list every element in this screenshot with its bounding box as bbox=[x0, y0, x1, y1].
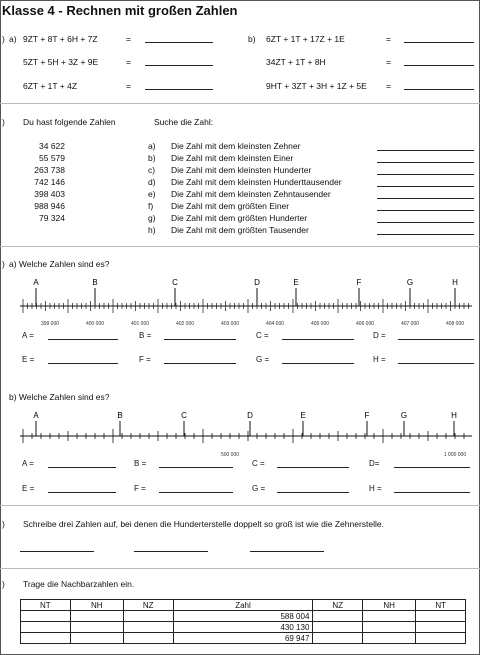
task1-expr: 9ZT + 8T + 6H + 7Z bbox=[23, 34, 98, 44]
section-divider bbox=[0, 246, 480, 247]
tick-label: 500 000 bbox=[220, 452, 240, 458]
task3-a-question: a) Welche Zahlen sind es? bbox=[9, 259, 110, 269]
answer-line[interactable] bbox=[134, 551, 208, 552]
task5-number: ) bbox=[2, 579, 5, 589]
task4-text: Schreibe drei Zahlen auf, bei denen die Hunderterstelle doppelt so groß ist wie die Zehnerstelle. bbox=[23, 519, 384, 529]
answer-line[interactable] bbox=[377, 150, 474, 151]
section-divider bbox=[0, 103, 480, 104]
task5-text: Trage die Nachbarzahlen ein. bbox=[23, 579, 135, 589]
input-cell[interactable] bbox=[362, 622, 415, 633]
answer-label-f: F = bbox=[139, 355, 151, 364]
task1-a-label: a) bbox=[9, 34, 17, 44]
tick-label: 407 000 bbox=[400, 321, 420, 327]
neighbor-table bbox=[20, 599, 466, 644]
input-cell[interactable] bbox=[313, 611, 363, 622]
item-text: Die Zahl mit dem größten Tausender bbox=[171, 225, 309, 235]
answer-line[interactable] bbox=[398, 339, 474, 340]
item-letter: e) bbox=[148, 189, 156, 199]
task1-expr: 6ZT + 1T + 17Z + 1E bbox=[266, 34, 345, 44]
item-text: Die Zahl mit dem kleinsten Einer bbox=[171, 153, 294, 163]
marker-label: F bbox=[364, 411, 370, 420]
answer-label-f: F = bbox=[134, 484, 146, 493]
answer-label-c: C = bbox=[256, 331, 269, 340]
equals-sign: = bbox=[386, 57, 391, 67]
number-item: 742 146 bbox=[34, 177, 65, 187]
task1-expr: 9HT + 3ZT + 3H + 1Z + 5E bbox=[266, 81, 367, 91]
item-letter: b) bbox=[148, 153, 156, 163]
tick-label: 399 000 bbox=[40, 321, 60, 327]
marker-label: F bbox=[356, 278, 362, 287]
marker-label: H bbox=[452, 278, 458, 287]
equals-sign: = bbox=[126, 57, 131, 67]
answer-line[interactable] bbox=[159, 467, 233, 468]
answer-line[interactable] bbox=[398, 363, 474, 364]
input-cell[interactable] bbox=[313, 622, 363, 633]
answer-line[interactable] bbox=[48, 339, 118, 340]
number-cell: 69 947 bbox=[173, 633, 313, 644]
answer-label-b: B = bbox=[134, 459, 147, 468]
input-cell[interactable] bbox=[362, 611, 415, 622]
input-cell[interactable] bbox=[416, 611, 466, 622]
number-cell: 588 004 bbox=[173, 611, 313, 622]
answer-line[interactable] bbox=[48, 467, 116, 468]
answer-line[interactable] bbox=[394, 467, 470, 468]
answer-label-a: A = bbox=[22, 331, 34, 340]
answer-line[interactable] bbox=[282, 339, 354, 340]
number-item: 55 579 bbox=[39, 153, 65, 163]
answer-label-e: E = bbox=[22, 355, 35, 364]
item-text: Die Zahl mit dem kleinsten Zehntausender bbox=[171, 189, 331, 199]
tick-label: 402 000 bbox=[175, 321, 195, 327]
input-cell[interactable] bbox=[70, 622, 123, 633]
input-cell[interactable] bbox=[416, 622, 466, 633]
table-row bbox=[21, 622, 466, 633]
equals-sign: = bbox=[386, 34, 391, 44]
header-cell: NT bbox=[21, 600, 71, 611]
header-cell: NH bbox=[70, 600, 123, 611]
task1-expr: 6ZT + 1T + 4Z bbox=[23, 81, 78, 91]
item-letter: f) bbox=[148, 201, 154, 211]
task2-search: Suche die Zahl: bbox=[154, 117, 214, 127]
item-letter: d) bbox=[148, 177, 156, 187]
marker-label: B bbox=[117, 411, 123, 420]
input-cell[interactable] bbox=[21, 633, 71, 644]
item-letter: a) bbox=[148, 141, 156, 151]
marker-label: G bbox=[406, 278, 414, 287]
marker-label: G bbox=[400, 411, 408, 420]
input-cell[interactable] bbox=[416, 633, 466, 644]
marker-label: E bbox=[293, 278, 299, 287]
input-cell[interactable] bbox=[123, 611, 173, 622]
header-cell: NT bbox=[416, 600, 466, 611]
equals-sign: = bbox=[386, 81, 391, 91]
answer-line[interactable] bbox=[277, 492, 349, 493]
page-title: Klasse 4 - Rechnen mit großen Zahlen bbox=[2, 3, 238, 18]
answer-line[interactable] bbox=[377, 210, 474, 211]
task1-expr: 34ZT + 1T + 8H bbox=[266, 57, 326, 67]
input-cell[interactable] bbox=[21, 622, 71, 633]
item-text: Die Zahl mit dem kleinsten Hunderter bbox=[171, 165, 312, 175]
marker-label: D bbox=[254, 278, 260, 287]
task4-number: ) bbox=[2, 519, 5, 529]
input-cell[interactable] bbox=[362, 633, 415, 644]
number-item: 34 622 bbox=[39, 141, 65, 151]
answer-line[interactable] bbox=[394, 492, 470, 493]
answer-line[interactable] bbox=[145, 89, 213, 90]
answer-line[interactable] bbox=[159, 492, 233, 493]
header-cell: NH bbox=[362, 600, 415, 611]
number-item: 263 738 bbox=[34, 165, 65, 175]
answer-label-e: E = bbox=[22, 484, 35, 493]
input-cell[interactable] bbox=[70, 611, 123, 622]
answer-label-d: D = bbox=[373, 331, 386, 340]
input-cell[interactable] bbox=[21, 611, 71, 622]
item-text: Die Zahl mit dem größten Hunderter bbox=[171, 213, 308, 223]
section-divider bbox=[0, 568, 480, 569]
answer-line[interactable] bbox=[377, 198, 474, 199]
answer-line[interactable] bbox=[404, 89, 474, 90]
table-row bbox=[21, 633, 466, 644]
header-cell: Zahl bbox=[173, 600, 313, 611]
task1-expr: 5ZT + 5H + 3Z + 9E bbox=[23, 57, 99, 67]
marker-label: B bbox=[92, 278, 98, 287]
answer-line[interactable] bbox=[164, 363, 236, 364]
marker-label: H bbox=[451, 411, 457, 420]
answer-line[interactable] bbox=[20, 551, 94, 552]
answer-label-g: G = bbox=[252, 484, 266, 493]
equals-sign: = bbox=[126, 81, 131, 91]
answer-label-c: C = bbox=[252, 459, 265, 468]
marker-label: A bbox=[33, 278, 39, 287]
answer-label-a: A = bbox=[22, 459, 34, 468]
item-text: Die Zahl mit dem größten Einer bbox=[171, 201, 290, 211]
answer-line[interactable] bbox=[377, 186, 474, 187]
answer-label-h: H = bbox=[373, 355, 386, 364]
tick-label: 1 000 000 bbox=[443, 452, 467, 458]
answer-line[interactable] bbox=[145, 65, 213, 66]
task3-number: ) bbox=[2, 259, 5, 269]
section-divider bbox=[0, 505, 480, 506]
answer-line[interactable] bbox=[377, 162, 474, 163]
input-cell[interactable] bbox=[70, 633, 123, 644]
answer-line[interactable] bbox=[164, 339, 236, 340]
tick-label: 408 000 bbox=[445, 321, 465, 327]
number-cell: 430 130 bbox=[173, 622, 313, 633]
task1-b-label: b) bbox=[248, 34, 256, 44]
answer-line[interactable] bbox=[377, 234, 474, 235]
item-text: Die Zahl mit dem kleinsten Hunderttausender bbox=[171, 177, 342, 187]
number-item: 79 324 bbox=[39, 213, 65, 223]
item-letter: h) bbox=[148, 225, 156, 235]
marker-label: E bbox=[300, 411, 306, 420]
answer-line[interactable] bbox=[48, 492, 116, 493]
task2-number: ) bbox=[2, 117, 5, 127]
header-cell: NZ bbox=[313, 600, 363, 611]
answer-label-b: B = bbox=[139, 331, 152, 340]
answer-line[interactable] bbox=[404, 42, 474, 43]
answer-label-d: D= bbox=[369, 459, 380, 468]
answer-label-g: G = bbox=[256, 355, 270, 364]
task1-number: ) bbox=[2, 34, 5, 44]
tick-label: 400 000 bbox=[85, 321, 105, 327]
item-letter: c) bbox=[148, 165, 156, 175]
answer-line[interactable] bbox=[277, 467, 349, 468]
answer-line[interactable] bbox=[282, 363, 354, 364]
item-text: Die Zahl mit dem kleinsten Zehner bbox=[171, 141, 301, 151]
marker-label: D bbox=[247, 411, 253, 420]
answer-label-h: H = bbox=[369, 484, 382, 493]
input-cell[interactable] bbox=[123, 622, 173, 633]
marker-label: A bbox=[33, 411, 39, 420]
equals-sign: = bbox=[126, 34, 131, 44]
header-cell: NZ bbox=[123, 600, 173, 611]
tick-label: 405 000 bbox=[310, 321, 330, 327]
table-header-row bbox=[21, 600, 466, 611]
task2-intro: Du hast folgende Zahlen bbox=[23, 117, 116, 127]
item-letter: g) bbox=[148, 213, 156, 223]
answer-line[interactable] bbox=[404, 65, 474, 66]
number-item: 988 946 bbox=[34, 201, 65, 211]
table-row bbox=[21, 611, 466, 622]
tick-label: 406 000 bbox=[355, 321, 375, 327]
answer-line[interactable] bbox=[145, 42, 213, 43]
input-cell[interactable] bbox=[313, 633, 363, 644]
number-line-b bbox=[0, 410, 480, 460]
tick-label: 404 000 bbox=[265, 321, 285, 327]
tick-label: 401 000 bbox=[130, 321, 150, 327]
task3-b-question: b) Welche Zahlen sind es? bbox=[9, 392, 110, 402]
answer-line[interactable] bbox=[377, 174, 474, 175]
marker-label: C bbox=[172, 278, 178, 287]
input-cell[interactable] bbox=[123, 633, 173, 644]
answer-line[interactable] bbox=[250, 551, 324, 552]
number-line-a bbox=[0, 278, 480, 330]
answer-line[interactable] bbox=[377, 222, 474, 223]
answer-line[interactable] bbox=[48, 363, 118, 364]
tick-label: 403 000 bbox=[220, 321, 240, 327]
number-item: 398 403 bbox=[34, 189, 65, 199]
marker-label: C bbox=[181, 411, 187, 420]
